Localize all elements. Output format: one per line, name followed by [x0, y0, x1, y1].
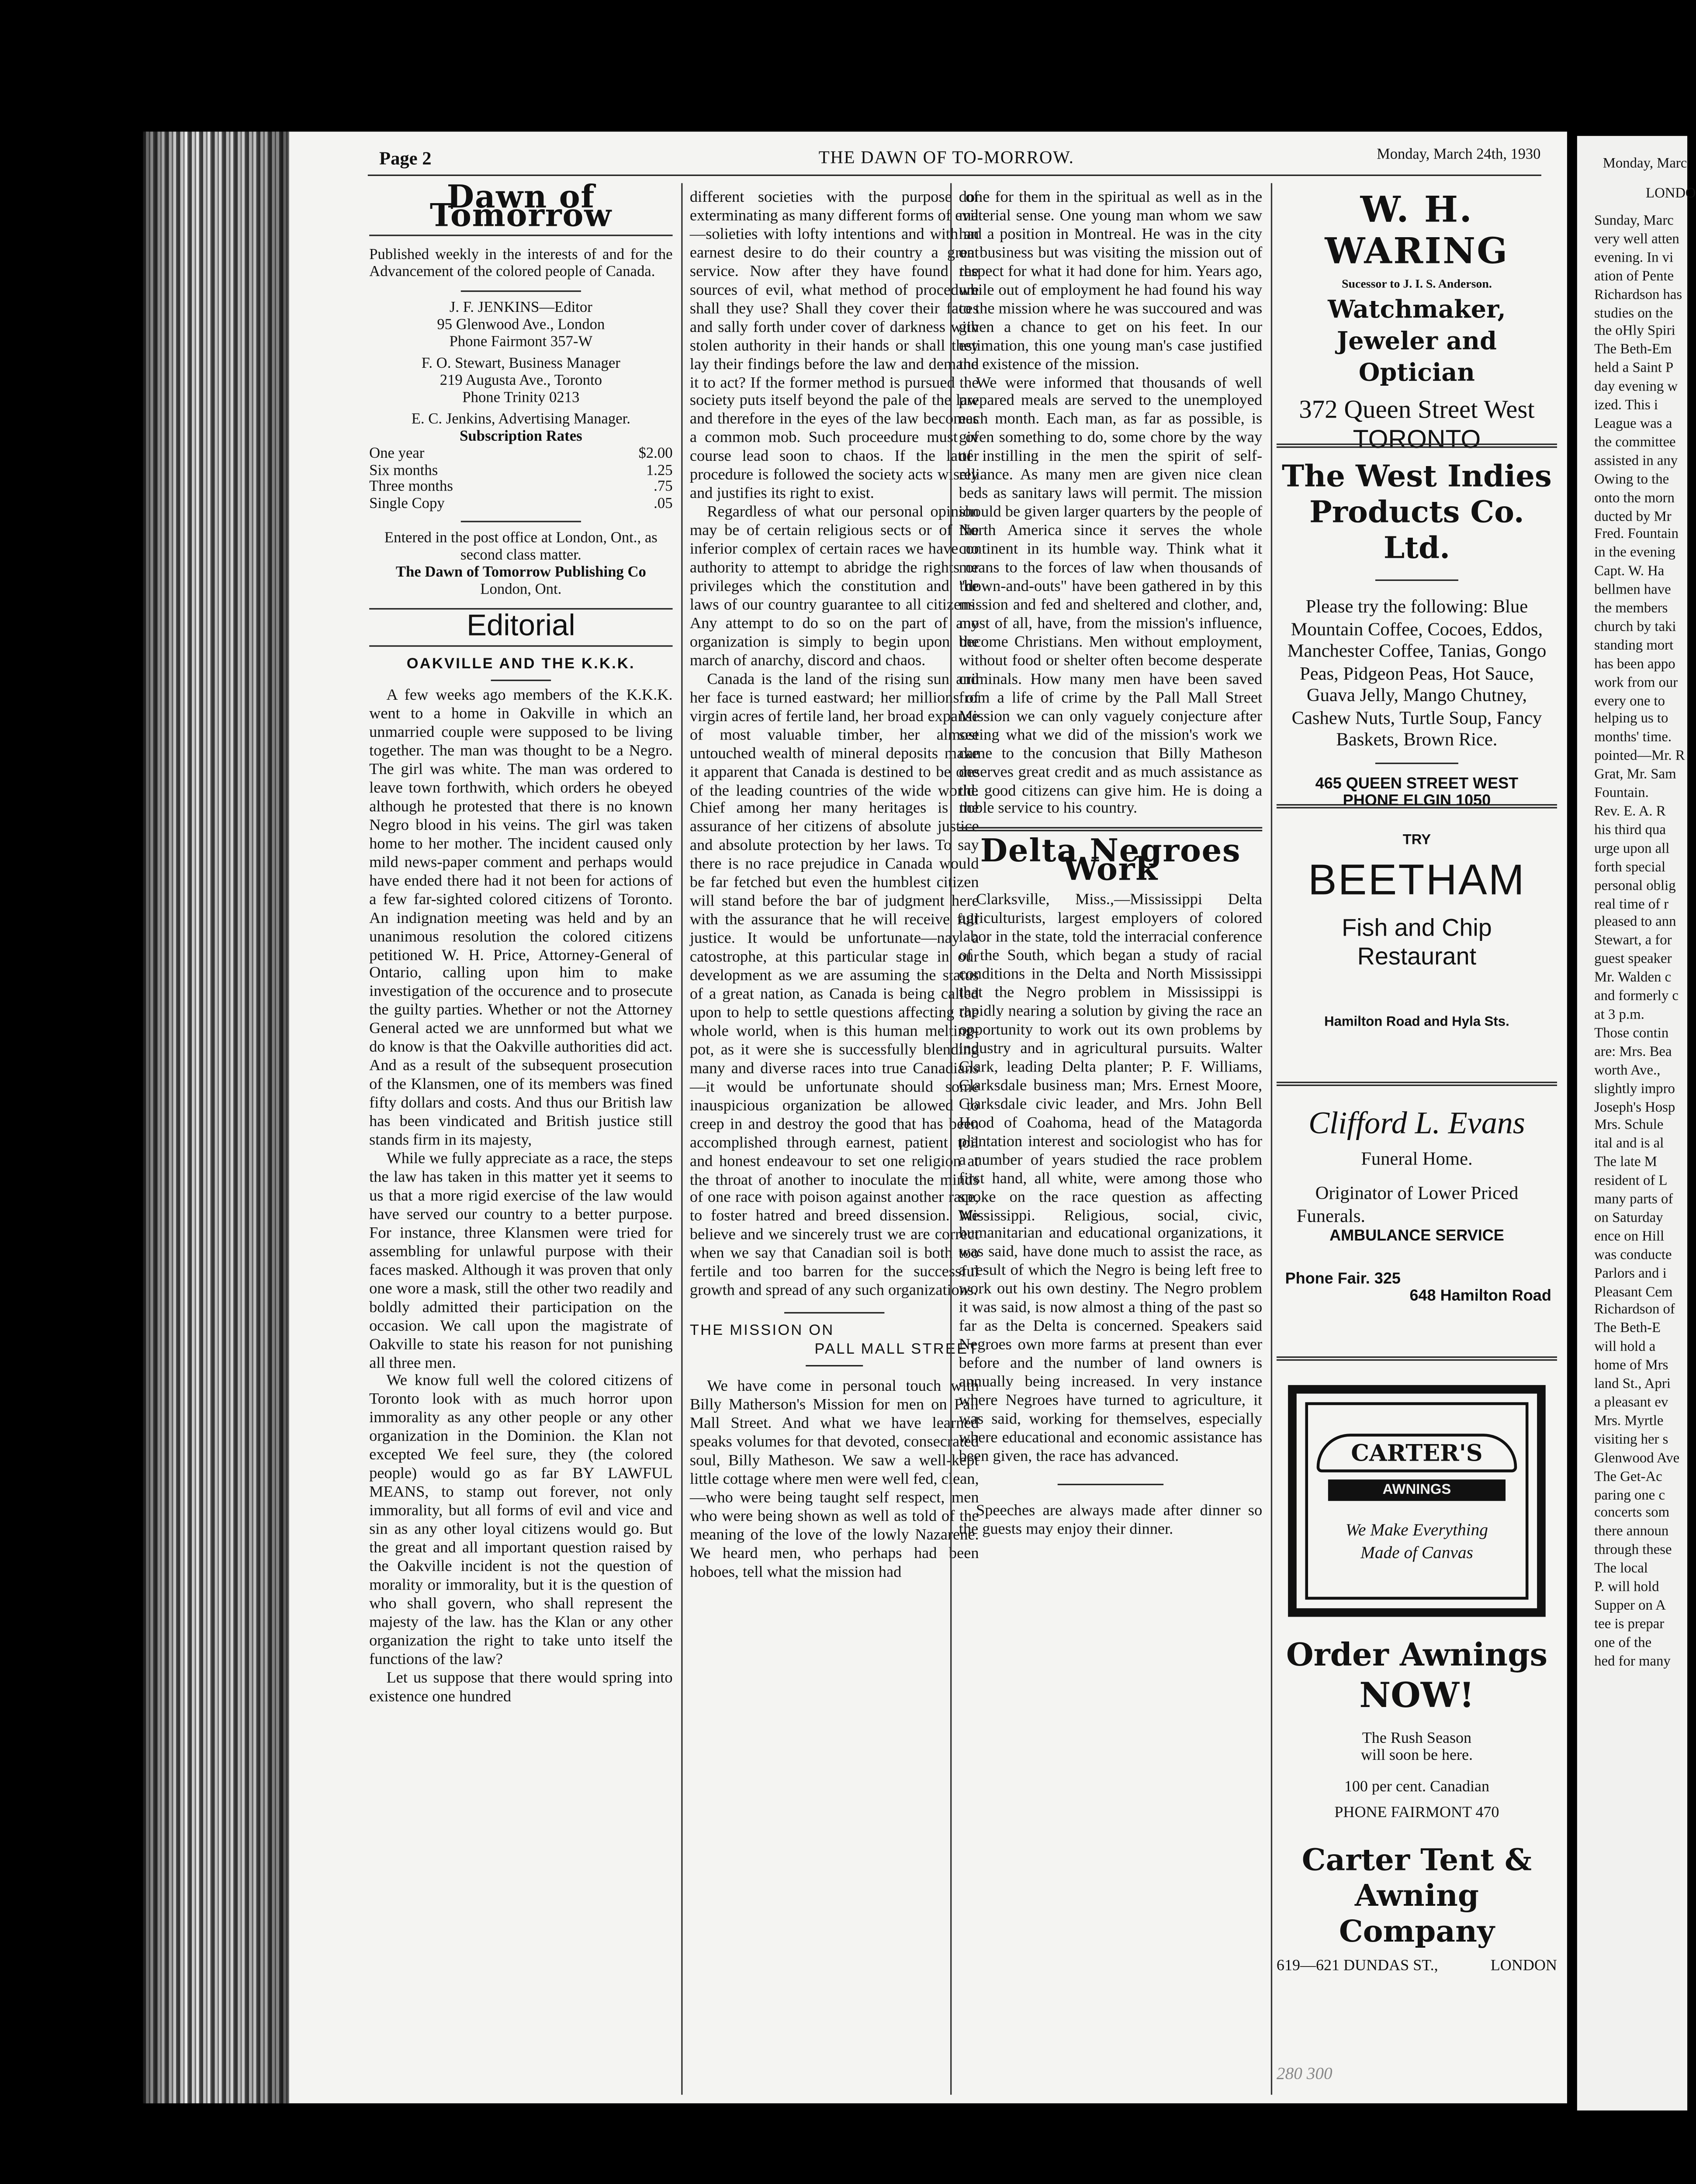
editorial-paragraph: While we fully appreciate as a race, the steps the law has taken in this matter yet it seems to us that a more rigid exercise of the law would have served our country to a better purpose. For instance, three Klansmen were tried for assembling for unlawful purpose with their faces masked. Although it was proven that only one wore a mask, still the other two readily and boldly admitted their participation on the occasion. We call upon the magistrate of Oakville to state his reason for not punishing all three men.	[369, 1150, 673, 1372]
staff-editor: J. F. JENKINS—Editor 95 Glenwood Ave., London Phone Fairmont 357-W	[437, 300, 605, 351]
adjacent-page-line: Stewart, a for	[1594, 933, 1672, 949]
ad-waring: W. H. WARING Sucessor to J. I. S. Anderson. Watchmaker, Jeweler and Optician 372 Queen Street West TORONTO	[1299, 189, 1535, 454]
editorial-heading: Editorial	[467, 610, 575, 643]
adjacent-page-line: home of Mrs	[1594, 1358, 1668, 1374]
adjacent-page-line: The Beth-Em	[1594, 342, 1672, 359]
editorial-paragraph: Regardless of what our personal opinion may be of certain religious sects or of the inferior complex of certain races we have no authority to attempt to abridge the rights or privileges which the constitution and the laws of our country guarantee to all citizens. Any attempt to do so on the part of any organization is simply to begin upon the march of anarchy, discord and chaos.	[689, 504, 979, 670]
adjacent-page-line: Capt. W. Ha	[1594, 564, 1665, 580]
adjacent-page-line: day evening w	[1594, 379, 1678, 395]
column-1	[369, 179, 673, 1706]
adjacent-page-line: Sunday, Marc	[1594, 213, 1674, 229]
divider	[491, 680, 551, 681]
postal-notice: Entered in the post office at London, Ont., as second class matter.	[384, 531, 658, 564]
adjacent-page-line: guest speaker	[1594, 952, 1672, 968]
adjacent-page-line: Richardson has	[1594, 287, 1682, 303]
adjacent-page-line: Richardson of	[1594, 1303, 1675, 1319]
newspaper-page	[289, 131, 1567, 2103]
adjacent-page-line: Those contin	[1594, 1026, 1669, 1042]
divider	[959, 828, 1262, 832]
editorial-paragraph: A few weeks ago members of the K.K.K. went to a home in Oakville in which an unmarried couple were supposed to be living together. The man was thought to be a Negro. The girl was white. The man was ordered to leave town forthwith, which orders he obeyed although he protested that there is no known Negro blood in his veins. The girl was taken home to her mother. The incident caused only mild news-paper comment and perhaps would have ended there had it not been for actions of a few far-sighted colored citizens of Toronto. An indignation meeting was held and by an unanimous resolution the colored citizens petitioned W. H. Price, Attorney-General of Ontario, calling upon him to make investigation of the occurence and to prosecute the guilty parties. Whether or not the Attorney General acted we are unnformed but what we do know is that the Oakville authorities did act. And as a result of the subsequent prosecution of the Klansmen, one of its members was fined fifty dollars and costs. And thus our British law has been vindicated and British justice still stands firm in its majesty,	[369, 687, 673, 1149]
divider	[1057, 1483, 1163, 1485]
divider	[369, 646, 672, 647]
publisher-city: London, Ont.	[480, 583, 562, 599]
ad-beetham: TRY BEETHAM Fish and Chip Restaurant Hamilton Road and Hyla Sts.	[1308, 833, 1526, 1030]
column-rule	[950, 183, 952, 2094]
adjacent-page-line: a pleasant ev	[1594, 1395, 1668, 1411]
adjacent-page-line: League was a	[1594, 416, 1672, 432]
adjacent-page-line: was conducte	[1594, 1247, 1672, 1263]
article-paragraph: We were informed that thousands of well prepared meals are served to the unemployed each month. Each man, as far as possible, is given something to do, some chore by the way of instilling in the men the spirit of self-reliance. As many men are given nice clean beds as sanitary laws will permit. The mission should be given larger quarters by the people of North America since it serves the whole continent in its humble way. Think what it means to the forces of law when thousands of "down-and-outs" have been gathered in by this mission and fed and sheltered and clother, and, most of all, have, from the mission's influence, become Christians. Men without employment, without food or shelter often become desperate criminals. How many men have been saved from a life of crime by the Pall Mall Street Mission we can only vaguely conjecture after seeing what we did of the mission's work we came to the concusion that Billy Matheson deserves great credit and as much assistance as the good citizens can give him. He is doing a noble service to his country.	[959, 374, 1263, 818]
archive-stamp: 280 300	[1276, 2063, 1333, 2084]
adjacent-page-line: bellmen have	[1594, 582, 1671, 598]
rate-row: Three months .75	[369, 479, 673, 495]
header-rule	[368, 175, 1541, 176]
divider	[460, 290, 581, 292]
publisher: The Dawn of Tomorrow Publishing Co	[395, 565, 646, 581]
divider	[806, 1365, 863, 1366]
ad-divider	[1277, 804, 1557, 809]
adjacent-page-line: in the evening	[1594, 546, 1675, 562]
adjacent-page-line: Pleasant Cem	[1594, 1284, 1673, 1300]
staff-advertising-manager: E. C. Jenkins, Advertising Manager.	[411, 412, 630, 428]
mission-heading-2: PALL MALL STREET	[814, 1341, 979, 1358]
adjacent-page-line: has been appo	[1594, 656, 1675, 672]
adjacent-page-line: Parlors and i	[1594, 1265, 1667, 1282]
editorial-paragraph: Canada is the land of the rising sun and her face is turned eastward; her millions of virgin acres of fertile land, her broad expanse of most valuable timber, her almost untouched wealth of mineral deposits make it apparent that Canada is destined to be one of the leading countries of the wide world. Chief among her many heritages is the assurance of her citizens of absolute justice and absolute protection by her laws. To say there is no race prejudice in Canada would be far fetched but even the humblest citizen will stand before the bar of judgment here with the assurance that he will receive full justice. It would be unfortunate—nay a catostrophe, at this particular stage in our development as we are assuming the status of a great nation, as Canada is being called upon to help to settle questions affecting the whole world, when is this human melting-pot, as it were she is successfully blending many and diverse races into true Canadians—it would be unfortunate should some inauspicious organization be allowed to creep in and destroy the good that has been accomplished through earnest, patient toil and honest endeavour to set one religion at the throat of another to inoculate the minds of one race with poison against another race, to foster hatred and breed dissension. We believe and we sincerely trust we are correct when we say that Canadian soil is both too fertile and too barren for the successful growth and spread of any such organizations.	[689, 670, 979, 1300]
column-3	[959, 189, 1262, 1539]
adjacent-page-line: Glenwood Ave	[1594, 1450, 1680, 1466]
adjacent-page-edge: Monday, Marc LONDO Sunday, Marc very well atten evening. In vi ation of Pente Richardson has studies on the the oHly Spiri The Beth-Em held a Saint P day evening w ized. This i League was a the committee assisted in any Owing to the onto the morn ducted by Mr Fred. Fountain in the evening Capt. W. Ha bellmen have the members church by taki standing mort has been appo work from our every one to helping us to months' time. pointed—Mr. R Grat, Mr. Sam Fountain. Rev. E. A. R his third qua urge upon all forth special personal oblig real time of r pleased to ann Stewart, a for guest speaker Mr. Walden c and formerly c at 3 p.m. Those contin are: Mrs. Bea worth Ave., slightly impro Joseph's Hosp Mrs. Schule ital and is al The late M resident of L many parts of on Saturday ence on Hill was conducte Parlors and i Pleasant Cem Richardson of The Beth-E will hold a home of Mrs land St., Apri a pleasant ev Mrs. Myrtle visiting her s Glenwood Ave The Get-Ac paring one c concerts som there announ through these The local P. will hold Supper on A tee is prepar one of the hed for many	[1577, 136, 1687, 2110]
article-paragraph: Clarksville, Miss.,—Mississippi Delta agriculturists, largest employers of colored labor in the state, told the interracial conference of the South, which began a study of racial conditions in the Delta and North Mississippi that the Negro problem in Mississippi is rapidly nearing a solution by giving the race an opportunity to work out its own problems by industry and in agricultural pursuits. Walter Clark, leading Delta planter; P. F. Williams, Clarksdale business man; Mrs. Ernest Moore, Clarksdale civic leader, and Mrs. John Bell Hood of Coahoma, head of the Matagorda plantation interest and sociologist who has for a number of years studied the race problem first hand, all white, were among those who spoke on the race question as affecting Mississippi. Religious, social, civic, humanitarian and educational organizations, it was said, have done much to assist the race, as a result of which the Negro is being left free to work out his own destiny. The Negro problem it was said, is now almost a thing of the past so far as the Delta is concerned. Speakers said Negroes own more farms at present than ever before and the number of land owners is annually being increased. In very instance where Negroes have turned to agriculture, it was said, working for themselves, especially where educational and economic assistance has been given, the race has advanced.	[959, 892, 1263, 1465]
ad-west-indies: The West Indies Products Co. Ltd. Please try the following: Blue Mountain Coffee, Cocoes, Eddos, Manchester Coffee, Tanias, Gongo Peas, Pidgeon Peas, Hot Sauce, Guava Jelly, Mango Chutney, Cashew Nuts, Turtle Soup, Fancy Baskets, Brown Rice. 465 QUEEN STREET WEST PHONE ELGIN 1050	[1282, 458, 1552, 809]
editorial-paragraph: Let us suppose that there would spring into existence one hundred	[369, 1669, 673, 1705]
adjacent-page-line: standing mort	[1594, 638, 1674, 654]
column-rule	[681, 183, 682, 2094]
adjacent-page-line: Fountain.	[1594, 785, 1649, 802]
adjacent-page-line: studies on the	[1594, 305, 1673, 321]
adjacent-page-line: P. will hold	[1594, 1579, 1659, 1596]
adjacent-page-line: his third qua	[1594, 822, 1666, 839]
ad-divider	[1277, 1356, 1557, 1361]
carter-logo: CARTER'S AWNINGS We Make Everything Made of Canvas	[1288, 1385, 1546, 1617]
adjacent-page-line: Joseph's Hosp	[1594, 1099, 1675, 1116]
adjacent-page-line: real time of r	[1594, 896, 1669, 912]
column-rule	[1271, 183, 1272, 2094]
adjacent-page-line: work from our	[1594, 675, 1678, 691]
adjacent-page-line: personal oblig	[1594, 878, 1676, 894]
adjacent-page-line: The late M	[1594, 1155, 1657, 1171]
adjacent-page-line: through these	[1594, 1543, 1672, 1559]
divider	[784, 1312, 885, 1313]
adjacent-page-line: evening. In vi	[1594, 250, 1674, 266]
adjacent-page-line: and formerly c	[1594, 988, 1679, 1005]
rates-title: Subscription Rates	[460, 429, 582, 445]
adjacent-page-line: slightly impro	[1594, 1081, 1675, 1097]
adjacent-page-line: ducted by Mr	[1594, 508, 1672, 525]
ad-divider	[1277, 443, 1557, 448]
adjacent-page-line: the members	[1594, 601, 1668, 617]
adjacent-page-line: every one to	[1594, 693, 1665, 709]
mission-heading-1: THE MISSION ON	[689, 1322, 834, 1340]
adjacent-page-line: one of the	[1594, 1635, 1652, 1651]
rate-row: Six months 1.25	[369, 463, 673, 479]
adjacent-page-line: helping us to	[1594, 712, 1668, 728]
ad-evans: Clifford L. Evans Funeral Home. Originator of Lower Priced Funerals. AMBULANCE SERVICE Phone Fair. 325 648 Hamilton Road	[1285, 1104, 1551, 1305]
adjacent-page-line: paring one c	[1594, 1487, 1665, 1503]
adjacent-page-line: church by taki	[1594, 619, 1676, 636]
editorial-paragraph: different societies with the purpose of exterminating as many different forms of evil—solieties with lofty intentions and with an earnest desire to do their country a great service. Now after they have found the sources of evil, what method of procedure shall they use? Shall they cover their faces and sally forth under cover of darkness with stolen authority in their hands or shall they lay their findings before the law and demand it to act? If the former method is pursued the society puts itself beyond the pale of the law and therefore in the eyes of the law becomes a common mob. Such proceedure must of course lead soon to chaos. If the latter procedure is followed the society acts wisely and justifies its right to exist.	[689, 189, 979, 503]
adjacent-page-line: held a Saint P	[1594, 361, 1674, 377]
adjacent-page-line: Rev. E. A. R	[1594, 804, 1666, 820]
book-fore-edge	[143, 131, 289, 2103]
article-paragraph: Speeches are always made after dinner so the guests may enjoy their dinner.	[959, 1502, 1263, 1538]
adjacent-page-line: hed for many	[1594, 1653, 1671, 1669]
adjacent-page-line: assisted in any	[1594, 453, 1678, 469]
adjacent-page-line: many parts of	[1594, 1192, 1673, 1208]
adjacent-page-line: The local	[1594, 1561, 1648, 1577]
adjacent-page-line: pleased to ann	[1594, 915, 1676, 931]
adjacent-page-line: Supper on A	[1594, 1598, 1666, 1614]
rate-row: Single Copy .05	[369, 496, 673, 512]
adjacent-page-line: ized. This i	[1594, 397, 1658, 414]
adjacent-page-line: Mrs. Schule	[1594, 1118, 1664, 1134]
editorial-subhead: OAKVILLE AND THE K.K.K.	[406, 656, 635, 673]
delta-heading: Delta Negroes Work	[980, 833, 1241, 889]
adjacent-page-line: tee is prepar	[1594, 1617, 1665, 1633]
adjacent-page-line: onto the morn	[1594, 490, 1675, 506]
subscription-rates	[369, 446, 672, 513]
masthead-rule	[369, 235, 672, 236]
adjacent-page-line: urge upon all	[1594, 841, 1670, 857]
ad-carter-awnings: CARTER'S AWNINGS We Make Everything Made of Canvas Order Awnings NOW! The Rush Season will soon be here. 100 per cent. Canadian PHONE FAIRMONT 470 Carter Tent & Awning Company 619—621 DUNDAS ST., LONDON	[1277, 1376, 1557, 1974]
column-2	[690, 189, 979, 1582]
editorial-paragraph: We know full well the colored citizens of Toronto look with as much horror upon immorality as any other people or any other organization in the Dominion. the Klan not excepted We feel sure, they (the colored people) would go as far BY LAWFUL MEANS, to stamp out forever, not only immorality, but all forms of evil and vice and sin as any other loyal citizens would go. But the great and all important question raised by the Oakville incident is not the question of morality or immorality, but it is the question of who shall govern, who shall represent the majesty of the law. has the Klan or any other organization the right to take unto itself the functions of the law?	[369, 1372, 673, 1668]
adjacent-page-line: the oHly Spiri	[1594, 324, 1675, 340]
adjacent-page-line: The Beth-E	[1594, 1321, 1661, 1337]
masthead-title: Dawn of Tomorrow	[429, 179, 612, 235]
adjacent-page-line: will hold a	[1594, 1339, 1656, 1356]
adjacent-page-line: very well atten	[1594, 232, 1679, 248]
adjacent-page-line: the committee	[1594, 435, 1676, 451]
adjacent-page-text	[1594, 213, 1687, 1672]
adjacent-page-line: ation of Pente	[1594, 268, 1674, 284]
adjacent-page-line: forth special	[1594, 859, 1665, 875]
adjacent-page-line: on Saturday	[1594, 1210, 1663, 1227]
page-number: Page 2	[379, 147, 432, 169]
adjacent-page-line: months' time.	[1594, 730, 1672, 746]
adjacent-page-line: The Get-Ac	[1594, 1469, 1662, 1485]
adjacent-page-line: ital and is al	[1594, 1136, 1664, 1152]
adjacent-page-line: Fred. Fountain	[1594, 527, 1679, 543]
masthead-blurb: Published weekly in the interests of and for the Advancement of the colored people of Canada.	[369, 247, 673, 280]
adjacent-page-line: concerts som	[1594, 1506, 1670, 1522]
divider	[460, 521, 581, 522]
adjacent-page-line: land St., Apri	[1594, 1376, 1671, 1393]
running-title: THE DAWN OF TO-MORROW.	[818, 147, 1074, 168]
adjacent-page-line: Mr. Walden c	[1594, 970, 1672, 986]
rate-row: One year $2.00	[369, 446, 673, 462]
staff-business-manager: F. O. Stewart, Business Manager 219 Augusta Ave., Toronto Phone Trinity 0213	[421, 356, 620, 406]
adjacent-page-line: are: Mrs. Bea	[1594, 1044, 1672, 1060]
ad-divider	[1277, 1082, 1557, 1086]
adjacent-page-line: at 3 p.m.	[1594, 1007, 1644, 1023]
adjacent-page-line: pointed—Mr. R	[1594, 749, 1685, 765]
adjacent-page-line: there announ	[1594, 1524, 1669, 1540]
issue-date: Monday, March 24th, 1930	[1377, 147, 1541, 163]
article-paragraph: done for them in the spiritual as well as in the material sense. One young man whom we saw had a position in Montreal. He was in the city on business but was visiting the mission out of respect for what it had done for him. Years ago, while out of employment he had found his way to the mission where he was succoured and was given a chance to get on his feet. In our estimation, this one young man's case justified the existence of the mission.	[959, 189, 1263, 373]
article-paragraph: We have come in personal touch with Billy Matherson's Mission for men on Pall Mall Street. And what we have learned speaks volumes for that devoted, consecrated soul, Billy Matheson. We saw a well-kept little cottage where men were well fed, clean,—who were being taught self respect, men who were being shown as well as told of the meaning of the love of the lowly Nazarene. We heard men, who perhaps had been hoboes, tell what the mission had	[689, 1378, 979, 1581]
adjacent-page-line: Owing to the	[1594, 471, 1669, 487]
adjacent-page-line: resident of L	[1594, 1173, 1668, 1189]
adjacent-page-line: ence on Hill	[1594, 1229, 1665, 1245]
adjacent-page-line: worth Ave.,	[1594, 1062, 1661, 1078]
adjacent-page-line: visiting her s	[1594, 1432, 1668, 1448]
adjacent-page-line: Grat, Mr. Sam	[1594, 767, 1676, 783]
adjacent-page-line: Mrs. Myrtle	[1594, 1413, 1664, 1430]
